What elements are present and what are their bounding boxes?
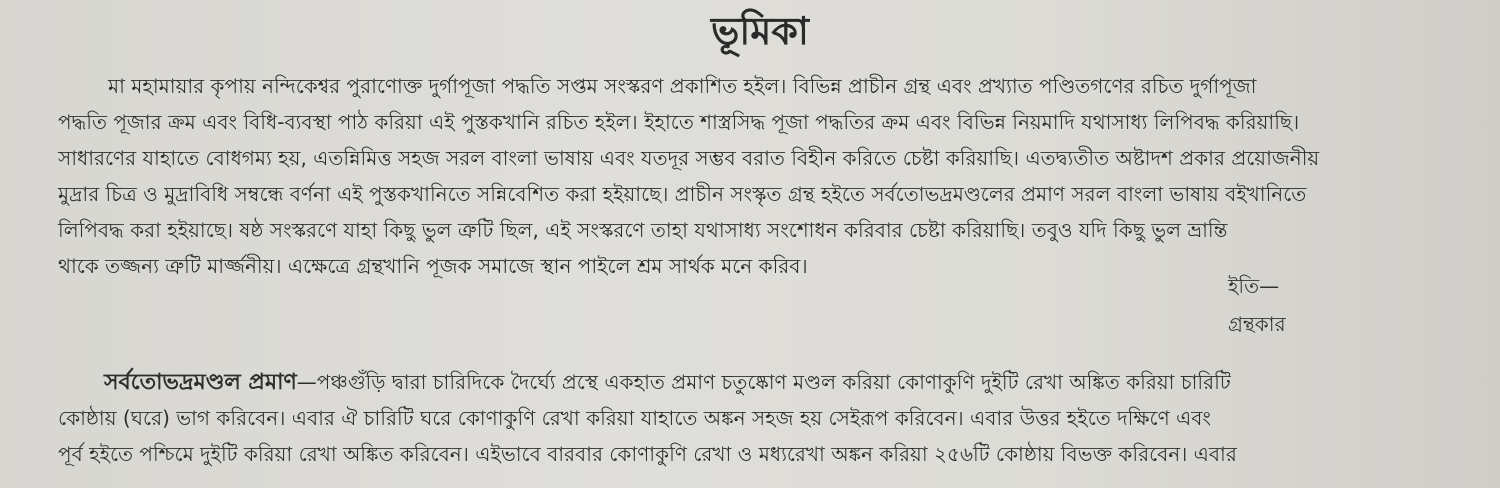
- page-title: ভূমিকা: [711, 9, 809, 53]
- preface-line: থাকে তজ্জন্য ত্রুটি মার্জ্জনীয়। এক্ষেত্রে গ্রন্থখানি পূজক সমাজে স্থান পাইলে শ্রম সার্থক মনে করিব।: [58, 254, 808, 278]
- section-heading: সর্বতোভদ্রমণ্ডল প্রমাণ: [104, 370, 297, 395]
- signoff-iti: ইতি—: [1228, 274, 1280, 298]
- preface-line: লিপিবদ্ধ করা হইয়াছে। ষষ্ঠ সংস্করণে যাহা কিছু ভুল ত্রুটি ছিল, এই সংস্করণে তাহা যথাসাধ্য সংশোধন করিবার চেষ্টা করিয়াছি। তবুও যদি কিছু ভুল ভ্রান্তি: [58, 218, 1228, 242]
- section-line: —পঞ্চগুঁড়ি দ্বারা চারিদিকে দৈর্ঘ্যে প্রস্থে একহাত প্রমাণ চতুষ্কোণ মণ্ডল করিয়া কোণাকুণি দুইটি রেখা অঙ্কিত করিয়া চারিটি: [296, 370, 1231, 394]
- signoff-author: গ্রন্থকার: [1228, 312, 1286, 336]
- section-first-line: [104, 364, 1231, 400]
- preface-line: মুদ্রার চিত্র ও মুদ্রাবিধি সম্বন্ধে বর্ণনা এই পুস্তকখানিতে সন্নিবেশিত করা হইয়াছে। প্রাচীন সংস্কৃত গ্রন্থ হইতে সর্বতোভদ্রমণ্ডলের প্রমাণ সরল বাংলা ভাষায় বইখানিতে: [58, 182, 1307, 206]
- preface-line: পদ্ধতি পূজার ক্রম এবং বিধি-ব্যবস্থা পাঠ করিয়া এই পুস্তকখানি রচিত হইল। ইহাতে শাস্ত্রসিদ্ধ পূজা পদ্ধতির ক্রম এবং বিভিন্ন নিয়মাদি যথাসাধ্য লিপিবদ্ধ করিয়াছি।: [58, 110, 1300, 134]
- preface-line: মা মহামায়ার কৃপায় নন্দিকেশ্বর পুরাণোক্ত দুর্গাপূজা পদ্ধতি সপ্তম সংস্করণ প্রকাশিত হইল। বিভিন্ন প্রাচীন গ্রন্থ এবং প্রখ্যাত পণ্ডিতগণের রচিত দুর্গাপূজা: [108, 74, 1257, 98]
- section-line: পূর্ব হইতে পশ্চিমে দুইটি করিয়া রেখা অঙ্কিত করিবেন। এইভাবে বারবার কোণাকুণি রেখা ও মধ্যরেখা অঙ্কন করিয়া ২৫৬টি কোষ্ঠায় বিভক্ত করিবেন। এবার: [58, 442, 1237, 466]
- preface-line: সাধারণের যাহাতে বোধগম্য হয়, এতন্নিমিত্ত সহজ সরল বাংলা ভাষায় এবং যতদূর সম্ভব বরাত বিহীন করিতে চেষ্টা করিয়াছি। এতদ্ব্যতীত অষ্টাদশ প্রকার প্রয়োজনীয়: [58, 146, 1320, 170]
- section-line: কোষ্ঠায় (ঘরে) ভাগ করিবেন। এবার ঐ চারিটি ঘরে কোণাকুণি রেখা করিয়া যাহাতে অঙ্কন সহজ হয় সেইরূপ করিবেন। এবার উত্তর হইতে দক্ষিণে এবং: [58, 406, 1211, 430]
